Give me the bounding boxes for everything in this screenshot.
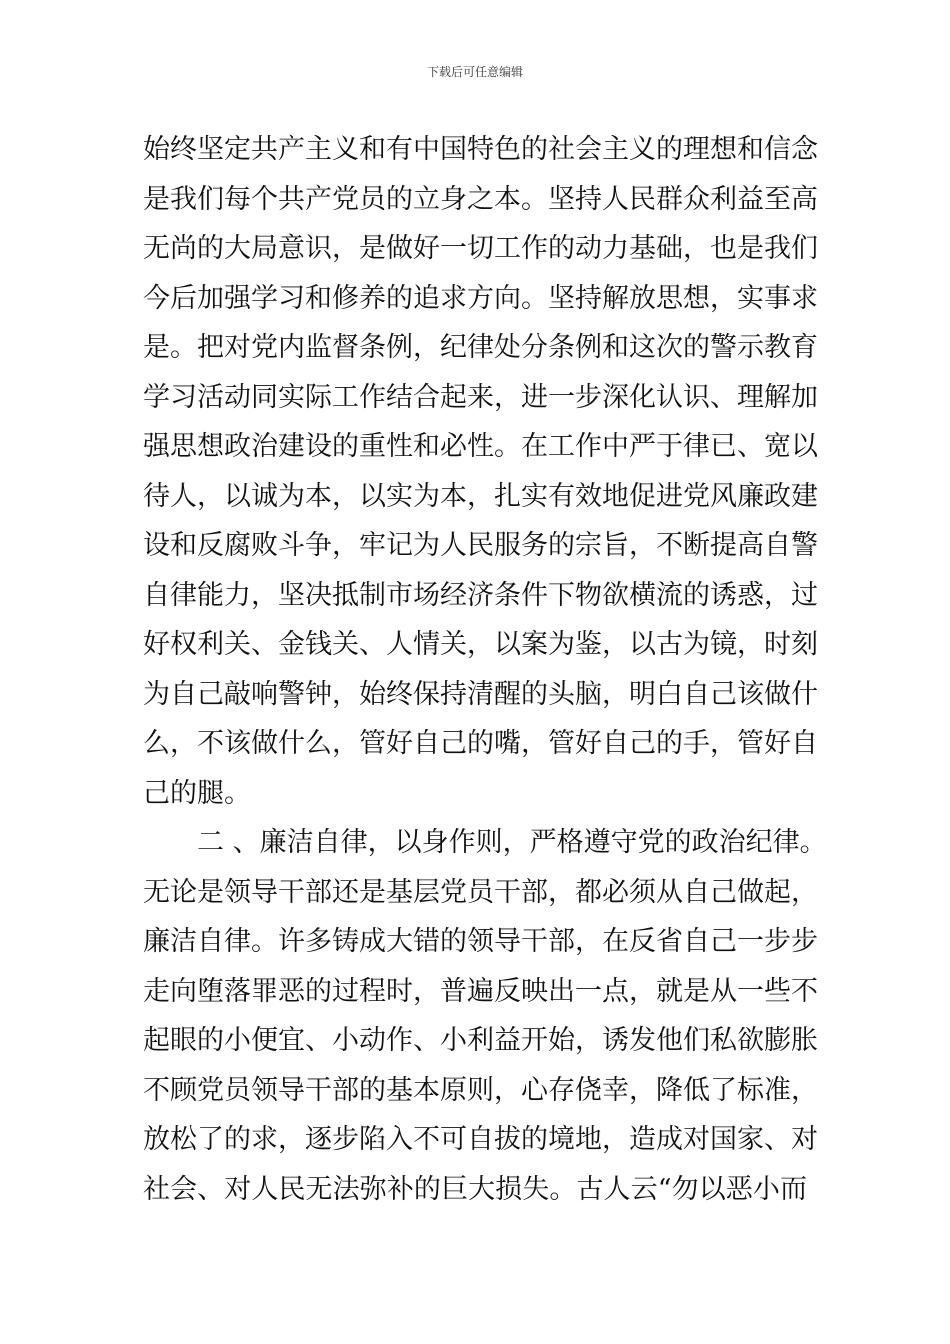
text-line: 起眼的小便宜、小动作、小利益开始，诱发他们私欲膨胀 bbox=[143, 1025, 818, 1056]
text-line: 无论是领导干部还是基层党员干部，都必须从自己做起， bbox=[143, 876, 818, 908]
text-line: 是我们每个共产党员的立身之本。坚持人民群众利益至高 bbox=[143, 183, 818, 215]
text-line: 今后加强学习和修养的追求方向。坚持解放思想，实事求 bbox=[143, 282, 818, 314]
text-line: 己的腿。 bbox=[143, 777, 251, 809]
text-line: 社会、对人民无法弥补的巨大损失。古人云“勿以恶小而 bbox=[143, 1173, 807, 1205]
text-line: 学习活动同实际工作结合起来，进一步深化认识、理解加 bbox=[143, 381, 818, 413]
text-line: 好权利关、金钱关、人情关，以案为鉴，以古为镜，时刻 bbox=[143, 629, 818, 660]
text-line: 为自己敲响警钟，始终保持清醒的头脑，明白自己该做什 bbox=[143, 678, 818, 710]
text-line: 走向堕落罪恶的过程时，普遍反映出一点，就是从一些不 bbox=[143, 975, 818, 1007]
text-line: 设和反腐败斗争，牢记为人民服务的宗旨，不断提高自警 bbox=[143, 530, 818, 561]
text-line: 始终坚定共产主义和有中国特色的社会主义的理想和信念 bbox=[143, 134, 818, 165]
text-line: 无尚的大局意识，是做好一切工作的动力基础，也是我们 bbox=[143, 233, 818, 264]
text-line: 自律能力，坚决抵制市场经济条件下物欲横流的诱惑，过 bbox=[143, 579, 818, 611]
text-line: 待人，以诚为本，以实为本，扎实有效地促进党风廉政建 bbox=[143, 480, 818, 512]
text-line: 不顾党员领导干部的基本原则，心存侥幸，降低了标准， bbox=[143, 1074, 818, 1106]
text-line: 放松了的求，逐步陷入不可自拔的境地，造成对国家、对 bbox=[143, 1124, 818, 1155]
text-line: 是。把对党内监督条例，纪律处分条例和这次的警示教育 bbox=[143, 332, 818, 363]
page-header: 下载后可任意编辑 bbox=[426, 65, 523, 79]
text-line: 廉洁自律。许多铸成大错的领导干部，在反省自己一步步 bbox=[143, 926, 818, 957]
document-body bbox=[143, 125, 827, 1214]
text-line: 么，不该做什么，管好自己的嘴，管好自己的手，管好自 bbox=[143, 728, 818, 759]
text-line: 强思想政治建设的重性和必性。在工作中严于律已、宽以 bbox=[143, 431, 818, 462]
section-heading-line: 二 、廉洁自律，以身作则，严格遵守党的政治纪律。 bbox=[197, 827, 827, 858]
